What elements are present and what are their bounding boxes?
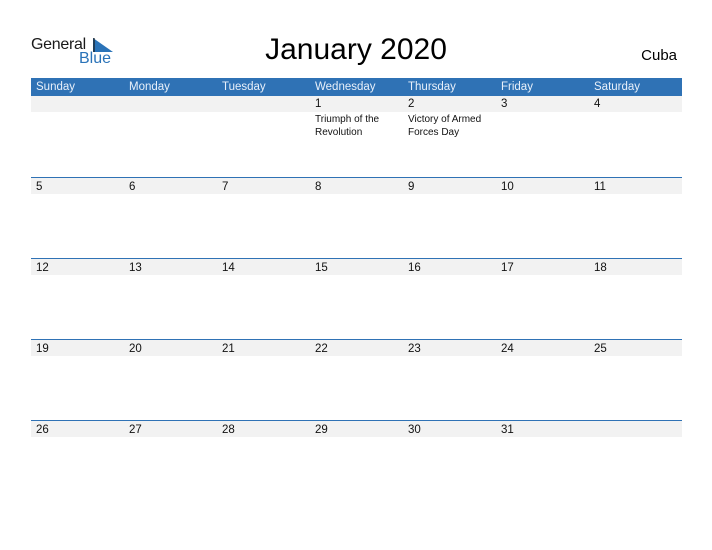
day-cell	[31, 339, 124, 420]
day-number: 20	[129, 343, 142, 355]
week-row	[31, 258, 682, 339]
week-days	[31, 258, 682, 339]
calendar-title: January 2020	[265, 33, 447, 66]
day-number: 4	[594, 98, 601, 110]
day-number: 27	[129, 424, 142, 436]
day-cell	[403, 258, 496, 339]
week-row	[31, 177, 682, 258]
day-number: 25	[594, 343, 607, 355]
day-cell	[589, 420, 682, 501]
day-number: 21	[222, 343, 235, 355]
day-number: 22	[315, 343, 328, 355]
day-number: 2	[408, 98, 415, 110]
day-number: 1	[315, 98, 322, 110]
weekday-header	[31, 78, 682, 96]
day-number: 6	[129, 181, 136, 193]
day-cell	[31, 177, 124, 258]
week-days	[31, 339, 682, 420]
day-cell	[217, 96, 310, 177]
day-cell	[589, 258, 682, 339]
day-cell	[589, 339, 682, 420]
day-cell	[310, 339, 403, 420]
weekday-tuesday: Tuesday	[222, 81, 266, 93]
holiday-label: Victory of Armed Forces Day	[408, 114, 482, 138]
day-cell	[310, 177, 403, 258]
week-days	[31, 177, 682, 258]
day-number: 19	[36, 343, 49, 355]
day-cell	[496, 177, 589, 258]
day-cell	[31, 258, 124, 339]
day-cell	[496, 339, 589, 420]
day-number: 29	[315, 424, 328, 436]
day-number: 17	[501, 262, 514, 274]
weekday-saturday: Saturday	[594, 81, 641, 93]
day-cell	[403, 177, 496, 258]
day-cell	[496, 258, 589, 339]
logo-text-general: General	[31, 36, 86, 53]
day-number: 11	[594, 181, 606, 193]
weekday-wednesday: Wednesday	[315, 81, 376, 93]
country-label: Cuba	[641, 47, 677, 64]
week-row	[31, 96, 682, 177]
day-cell	[589, 177, 682, 258]
day-cell	[217, 258, 310, 339]
day-cell	[217, 420, 310, 501]
weekday-friday: Friday	[501, 81, 533, 93]
day-cell	[124, 258, 217, 339]
day-cell	[217, 339, 310, 420]
day-cell	[310, 258, 403, 339]
day-number: 26	[36, 424, 49, 436]
day-cell	[217, 177, 310, 258]
day-number: 30	[408, 424, 421, 436]
day-cell	[403, 420, 496, 501]
day-number: 13	[129, 262, 142, 274]
weekday-thursday: Thursday	[408, 81, 456, 93]
weekday-sunday: Sunday	[36, 81, 76, 93]
day-number: 10	[501, 181, 514, 193]
day-number: 8	[315, 181, 322, 193]
day-number: 9	[408, 181, 415, 193]
day-cell	[310, 96, 403, 177]
day-number: 18	[594, 262, 607, 274]
day-number: 31	[501, 424, 514, 436]
day-cell	[403, 339, 496, 420]
day-cell	[124, 177, 217, 258]
day-cell	[31, 420, 124, 501]
day-number: 16	[408, 262, 421, 274]
day-number: 5	[36, 181, 43, 193]
day-cell	[124, 420, 217, 501]
day-number: 12	[36, 262, 49, 274]
weekday-monday: Monday	[129, 81, 170, 93]
day-cell	[403, 96, 496, 177]
day-cell	[589, 96, 682, 177]
day-number: 7	[222, 181, 229, 193]
day-number: 28	[222, 424, 235, 436]
day-number: 24	[501, 343, 514, 355]
week-row	[31, 339, 682, 420]
day-number: 15	[315, 262, 328, 274]
day-cell	[496, 96, 589, 177]
day-cell	[310, 420, 403, 501]
week-days	[31, 96, 682, 177]
day-cell	[31, 96, 124, 177]
logo-text-blue: Blue	[79, 50, 112, 67]
week-days	[31, 420, 682, 501]
day-cell	[124, 96, 217, 177]
day-number: 14	[222, 262, 235, 274]
day-cell	[124, 339, 217, 420]
week-row	[31, 420, 682, 501]
day-cell	[496, 420, 589, 501]
day-number: 23	[408, 343, 421, 355]
holiday-label: Triumph of the Revolution	[315, 114, 380, 138]
day-number: 3	[501, 98, 508, 110]
